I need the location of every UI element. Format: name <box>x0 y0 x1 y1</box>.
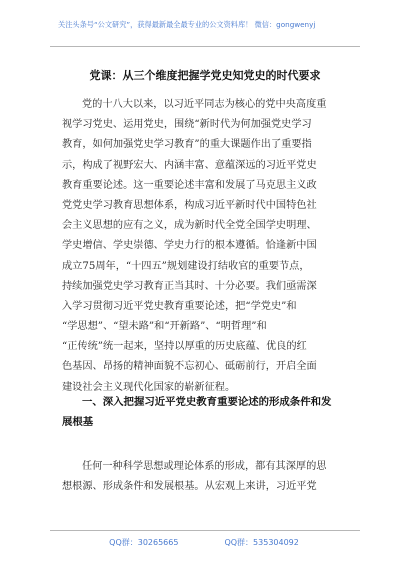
text-line: 会主义思想的应有之义，成为新时代全党全国学史明理、 <box>62 220 317 232</box>
text-line: 持续加强党史学习教育正当其时、十分必要。我们亟需深 <box>62 280 317 292</box>
heading-line: 展根基 <box>62 416 94 428</box>
text-line: 教育，如何加强党史学习教育”的重大课题作出了重要指 <box>62 139 312 151</box>
text-line: 想根源、形成条件和发展根基。从宏观上来讲，习近平党 <box>62 481 317 493</box>
document-title: 党课：从三个维度把握学党史知党史的时代要求 <box>89 69 321 82</box>
header-note: 关注头条号“公文研究”，获得最新最全最专业的公文资料库！ 微信：gongwenyj <box>58 20 316 29</box>
section-paragraph <box>62 456 352 496</box>
text-line: 入学习贯彻习近平党史教育重要论述，把“学党史”和 <box>62 300 297 312</box>
footer <box>0 537 408 548</box>
section-heading <box>62 392 354 432</box>
text-line: 教育重要论述。这一重要论述丰富和发展了马克思主义政 <box>62 179 317 191</box>
text-line: 色基因、昂扬的精神面貌不忘初心、砥砺前行，开启全面 <box>62 361 317 373</box>
text-line: 任何一种科学思想或理论体系的形成，都有其深厚的思 <box>82 461 327 472</box>
text-line: 党的十八大以来，以习近平同志为核心的党中央高度重 <box>82 99 327 110</box>
text-line: 党党史学习教育思想体系，构成习近平新时代中国特色社 <box>62 199 317 211</box>
text-line: 学史增信、学史崇德、学史力行的根本遵循。恰逢新中国 <box>62 240 317 252</box>
text-line: 成立75周年，“十四五”规划建设打结收官的重要节点， <box>62 260 310 272</box>
heading-line: 一、深入把握习近平党史教育重要论述的形成条件和发 <box>82 396 332 408</box>
footer-qq-group-2: QQ群：535304092 <box>224 538 299 547</box>
text-line: “正传统”统一起来，坚持以厚重的历史底蕴、优良的红 <box>62 341 307 353</box>
text-line: 视学习党史、运用党史，围绕“新时代为何加强党史学习 <box>62 119 312 131</box>
text-line: “学思想”、“望未路”和“开新路”、“明哲理”和 <box>62 321 267 333</box>
footer-qq-group-1: QQ群：30265665 <box>109 538 179 547</box>
footer-divider <box>50 530 360 531</box>
text-line: 示，构成了视野宏大、内涵丰富、意蕴深远的习近平党史 <box>62 159 317 171</box>
header-divider <box>50 46 360 47</box>
text-line: 建设社会主义现代化国家的崭新征程。 <box>62 381 236 393</box>
intro-paragraph <box>62 95 352 398</box>
